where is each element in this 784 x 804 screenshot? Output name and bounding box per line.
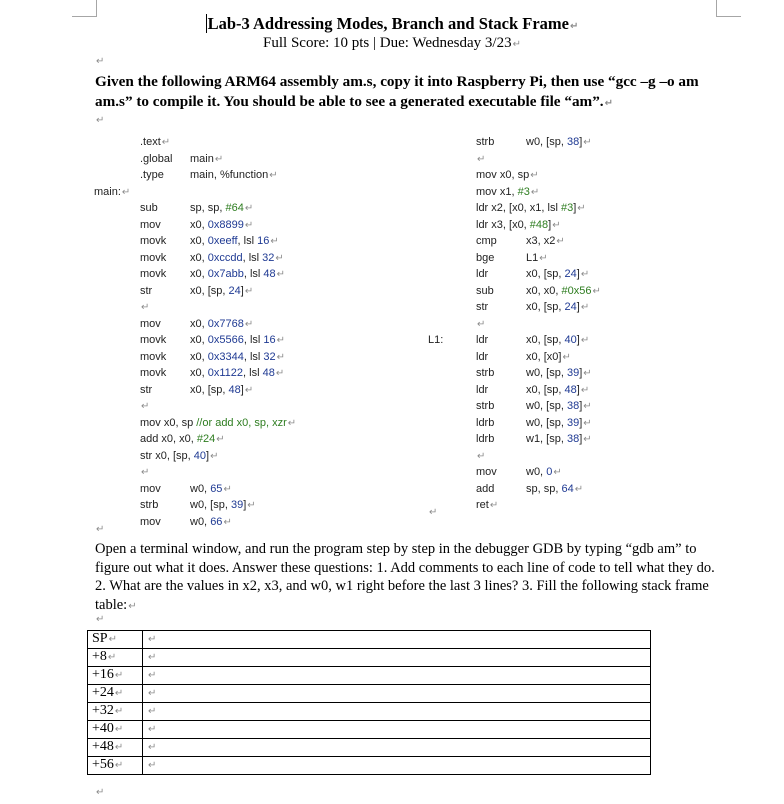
code-opcode: ldr [476, 334, 489, 346]
paragraph-mark-icon: ↵ [580, 335, 590, 346]
paragraph-mark-icon: ↵ [148, 688, 157, 699]
code-operands: w1, [sp, 38]↵ [526, 433, 592, 445]
code-opcode: ldr [476, 268, 489, 280]
paragraph-mark-icon: ↵ [96, 115, 105, 126]
paragraph-mark-icon: ↵ [161, 137, 171, 148]
stack-offset-cell: +8↵ [88, 649, 143, 667]
paragraph-mark-icon: ↵ [244, 318, 254, 330]
paragraph-mark-icon: ↵ [148, 634, 157, 645]
paragraph-mark-icon: ↵ [592, 285, 601, 297]
l1-label: L1: [428, 334, 444, 346]
stack-offset-cell: +32↵ [88, 703, 143, 721]
paragraph-mark-icon: ↵ [580, 384, 590, 396]
stack-value-cell[interactable] [143, 739, 651, 757]
paragraph-mark-icon: ↵ [270, 236, 279, 247]
instruction-paragraph [95, 72, 725, 114]
paragraph-mark-icon: ↵ [141, 401, 150, 412]
stack-value-cell[interactable] [143, 649, 651, 667]
subtitle-text: Full Score: 10 pts | Due: Wednesday 3/23 [263, 35, 512, 51]
code-operands: w0, [sp, 38]↵ [526, 136, 592, 148]
paragraph-mark-icon: ↵ [121, 186, 131, 198]
code-opcode: cmp [476, 235, 497, 247]
paragraph-mark-icon: ↵ [216, 434, 225, 445]
code-operands: x0, 0x7768↵ [190, 317, 254, 330]
paragraph-mark-icon: ↵ [552, 219, 561, 231]
table-row [88, 757, 651, 775]
blank-line [428, 505, 437, 520]
code-opcode: str [140, 284, 153, 297]
paragraph-mark-icon: ↵ [148, 724, 157, 735]
paragraph-mark-icon: ↵ [96, 787, 105, 798]
code-opcode: strb [476, 367, 495, 379]
paragraph-mark-icon: ↵ [223, 483, 232, 495]
code-operands: x0, 0x7abb, lsl 48↵ [190, 268, 286, 280]
stack-value-cell[interactable] [143, 757, 651, 775]
code-line: ldr x2, [x0, x1, lsl #3]↵ [476, 202, 586, 214]
code-line: mov x0, sp↵ [476, 169, 539, 181]
page-title [0, 14, 784, 34]
paragraph-mark-icon: ↵ [244, 219, 254, 231]
paragraph-mark-icon: ↵ [577, 203, 586, 214]
table-row [88, 703, 651, 721]
code-operands: x0, [sp, 24]↵ [526, 268, 590, 280]
paragraph-mark-icon: ↵ [275, 368, 285, 379]
paragraph-mark-icon: ↵ [244, 203, 254, 214]
paragraph-mark-icon: ↵ [477, 450, 486, 462]
code-operands: x0, [sp, 48]↵ [190, 383, 254, 396]
table-row [88, 721, 651, 739]
paragraph-mark-icon: ↵ [214, 153, 224, 165]
table-row [88, 631, 651, 649]
paragraph-mark-icon: ↵ [128, 600, 137, 612]
code-opcode: ldrb [476, 433, 495, 445]
code-line: add x0, x0, #24↵ [140, 433, 225, 445]
paragraph-mark-icon: ↵ [530, 186, 540, 198]
stack-offset-cell: +16↵ [88, 667, 143, 685]
stack-offset-cell: +24↵ [88, 685, 143, 703]
blank-line [476, 449, 485, 464]
code-operands: x0, 0x5566, lsl 16↵ [190, 334, 286, 346]
paragraph-mark-icon: ↵ [583, 401, 592, 412]
paragraph-mark-icon: ↵ [141, 302, 150, 313]
stack-offset-cell: +40↵ [88, 721, 143, 739]
code-opcode: mov [140, 515, 161, 528]
code-operands: L1↵ [526, 251, 548, 264]
code-opcode: ret↵ [476, 499, 499, 511]
paragraph-mark-icon: ↵ [114, 688, 124, 699]
paragraph-mark-icon: ↵ [223, 516, 232, 528]
paragraph-mark-icon: ↵ [148, 706, 157, 717]
code-operands: w0, [sp, 38]↵ [526, 400, 592, 412]
code-operands: x0, 0xeeff, lsl 16↵ [190, 235, 279, 247]
paragraph-mark-icon: ↵ [148, 760, 157, 771]
code-operands: w0, [sp, 39]↵ [190, 499, 256, 511]
code-operands: main, %function↵ [190, 169, 278, 181]
paragraph-mark-icon: ↵ [429, 507, 438, 518]
paragraph-mark-icon: ↵ [477, 318, 486, 330]
code-operands: x0, [sp, 24]↵ [526, 301, 590, 313]
code-opcode: mov [140, 482, 161, 495]
questions-paragraph [95, 540, 720, 616]
paragraph-mark-icon: ↵ [583, 434, 592, 445]
code-opcode: movk [140, 350, 167, 363]
code-operands: x0, 0xccdd, lsl 32↵ [190, 251, 284, 264]
paragraph-mark-icon: ↵ [276, 335, 286, 346]
code-operands: w0, 66↵ [190, 515, 232, 528]
paragraph-mark-icon: ↵ [108, 634, 117, 645]
paragraph-mark-icon: ↵ [96, 524, 105, 535]
paragraph-mark-icon: ↵ [96, 56, 105, 67]
stack-value-cell[interactable] [143, 703, 651, 721]
code-line: ldr x3, [x0, #48]↵ [476, 218, 561, 231]
code-opcode: movk [140, 334, 167, 346]
paragraph-mark-icon: ↵ [148, 652, 157, 663]
blank-line [476, 317, 485, 332]
code-opcode: movk [140, 235, 167, 247]
stack-value-cell[interactable] [143, 667, 651, 685]
blank-line [140, 399, 149, 414]
paragraph-mark-icon: ↵ [530, 170, 539, 181]
paragraph-mark-icon: ↵ [269, 170, 278, 181]
paragraph-mark-icon: ↵ [583, 417, 592, 429]
stack-offset-cell: SP↵ [88, 631, 143, 649]
code-opcode: mov [476, 466, 497, 478]
paragraph-mark-icon: ↵ [477, 153, 486, 165]
paragraph-mark-icon: ↵ [141, 467, 150, 478]
code-operands: x0, [sp, 48]↵ [526, 383, 590, 396]
code-opcode: strb [140, 499, 159, 511]
code-opcode: str [476, 301, 489, 313]
stack-offset-cell: +56↵ [88, 757, 143, 775]
code-operands: main↵ [190, 152, 224, 165]
paragraph-mark-icon: ↵ [580, 302, 590, 313]
paragraph-mark-icon: ↵ [107, 652, 117, 663]
paragraph-mark-icon: ↵ [96, 614, 105, 625]
code-opcode: bge [476, 251, 495, 264]
code-opcode: ldrb [476, 416, 495, 429]
title-text: Lab-3 Addressing Modes, Branch and Stack Frame [207, 14, 569, 33]
paragraph-mark-icon: ↵ [114, 670, 124, 681]
paragraph-mark-icon: ↵ [210, 450, 219, 462]
paragraph-mark-icon: ↵ [556, 236, 565, 247]
code-operands: x0, 0x3344, lsl 32↵ [190, 350, 286, 363]
paragraph-mark-icon: ↵ [276, 351, 286, 363]
code-opcode: mov [140, 218, 161, 231]
paragraph-mark-icon: ↵ [604, 98, 613, 109]
blank-line [140, 465, 149, 480]
paragraph-mark-icon: ↵ [114, 724, 124, 735]
code-opcode: .text↵ [140, 136, 171, 148]
paragraph-mark-icon: ↵ [287, 417, 297, 429]
instruction-text: Given the following ARM64 assembly am.s, copy it into Raspberry Pi, then use “gcc –g –o am am.s” to compile it. You should be able to see a generated executable file “am”. [95, 73, 699, 110]
code-operands: x0, x0, #0x56↵ [526, 284, 601, 297]
paragraph-mark-icon: ↵ [148, 742, 157, 753]
paragraph-mark-icon: ↵ [539, 252, 548, 264]
code-operands: sp, sp, 64↵ [526, 482, 584, 495]
code-opcode: add [476, 482, 495, 495]
paragraph-mark-icon: ↵ [583, 368, 592, 379]
table-row [88, 685, 651, 703]
table-row [88, 667, 651, 685]
code-operands: w0, [sp, 39]↵ [526, 367, 592, 379]
code-opcode: strb [476, 400, 495, 412]
code-operands: x0, [x0]↵ [526, 350, 571, 363]
code-opcode: mov [140, 317, 161, 330]
code-line: mov x1, #3↵ [476, 185, 540, 198]
code-operands: sp, sp, #64↵ [190, 202, 254, 214]
code-opcode: .global [140, 152, 173, 165]
code-opcode: movk [140, 268, 167, 280]
paragraph-mark-icon: ↵ [583, 137, 592, 148]
blank-line [476, 152, 485, 167]
paragraph-mark-icon: ↵ [489, 500, 499, 511]
paragraph-mark-icon: ↵ [114, 742, 124, 753]
code-opcode: ldr [476, 350, 489, 363]
paragraph-mark-icon: ↵ [512, 39, 521, 50]
stack-value-cell[interactable] [143, 631, 651, 649]
code-operands: w0, 0↵ [526, 466, 562, 478]
stack-offset-cell: +48↵ [88, 739, 143, 757]
questions-text: Open a terminal window, and run the program step by step in the debugger GDB by typing “gdb am” to figure out what it does. Answer these questions: 1. Add comments to each line of code to tell what they do. 2. What are the values in x2, x3, and w0, w1 right before the last 3 lines? 3. Fill the following stack frame table: [95, 541, 715, 613]
code-operands: x0, 0x1122, lsl 48↵ [190, 367, 285, 379]
table-row [88, 649, 651, 667]
paragraph-mark-icon: ↵ [247, 500, 256, 511]
code-opcode: sub [140, 202, 158, 214]
code-operands: w0, 65↵ [190, 482, 232, 495]
code-operands: w0, [sp, 39]↵ [526, 416, 592, 429]
paragraph-mark-icon: ↵ [114, 760, 124, 771]
table-row [88, 739, 651, 757]
paragraph-mark-icon: ↵ [244, 285, 254, 297]
code-operands: x0, [sp, 40]↵ [526, 334, 590, 346]
code-opcode: strb [476, 136, 495, 148]
code-operands: x0, 0x8899↵ [190, 218, 254, 231]
code-line: str x0, [sp, 40]↵ [140, 449, 219, 462]
code-opcode: movk [140, 251, 167, 264]
code-opcode: ldr [476, 383, 489, 396]
code-line: mov x0, sp //or add x0, sp, xzr↵ [140, 416, 297, 429]
code-operands: x0, [sp, 24]↵ [190, 284, 254, 297]
paragraph-mark-icon: ↵ [580, 269, 590, 280]
paragraph-mark-icon: ↵ [114, 706, 124, 717]
code-operands: x3, x2↵ [526, 235, 565, 247]
paragraph-mark-icon: ↵ [276, 269, 286, 280]
stack-value-cell[interactable] [143, 685, 651, 703]
paragraph-mark-icon: ↵ [275, 252, 284, 264]
paragraph-mark-icon: ↵ [148, 670, 157, 681]
paragraph-mark-icon: ↵ [569, 21, 579, 32]
page-subtitle [0, 35, 784, 52]
stack-frame-table [87, 630, 651, 775]
main-label: main:↵ [94, 185, 131, 198]
stack-value-cell[interactable] [143, 721, 651, 739]
paragraph-mark-icon: ↵ [574, 483, 584, 495]
paragraph-mark-icon: ↵ [244, 384, 254, 396]
paragraph-mark-icon: ↵ [553, 467, 562, 478]
code-opcode: .type [140, 169, 164, 181]
code-opcode: movk [140, 367, 167, 379]
code-opcode: sub [476, 284, 494, 297]
code-opcode: str [140, 383, 153, 396]
paragraph-mark-icon: ↵ [562, 351, 571, 363]
blank-line [140, 300, 149, 315]
